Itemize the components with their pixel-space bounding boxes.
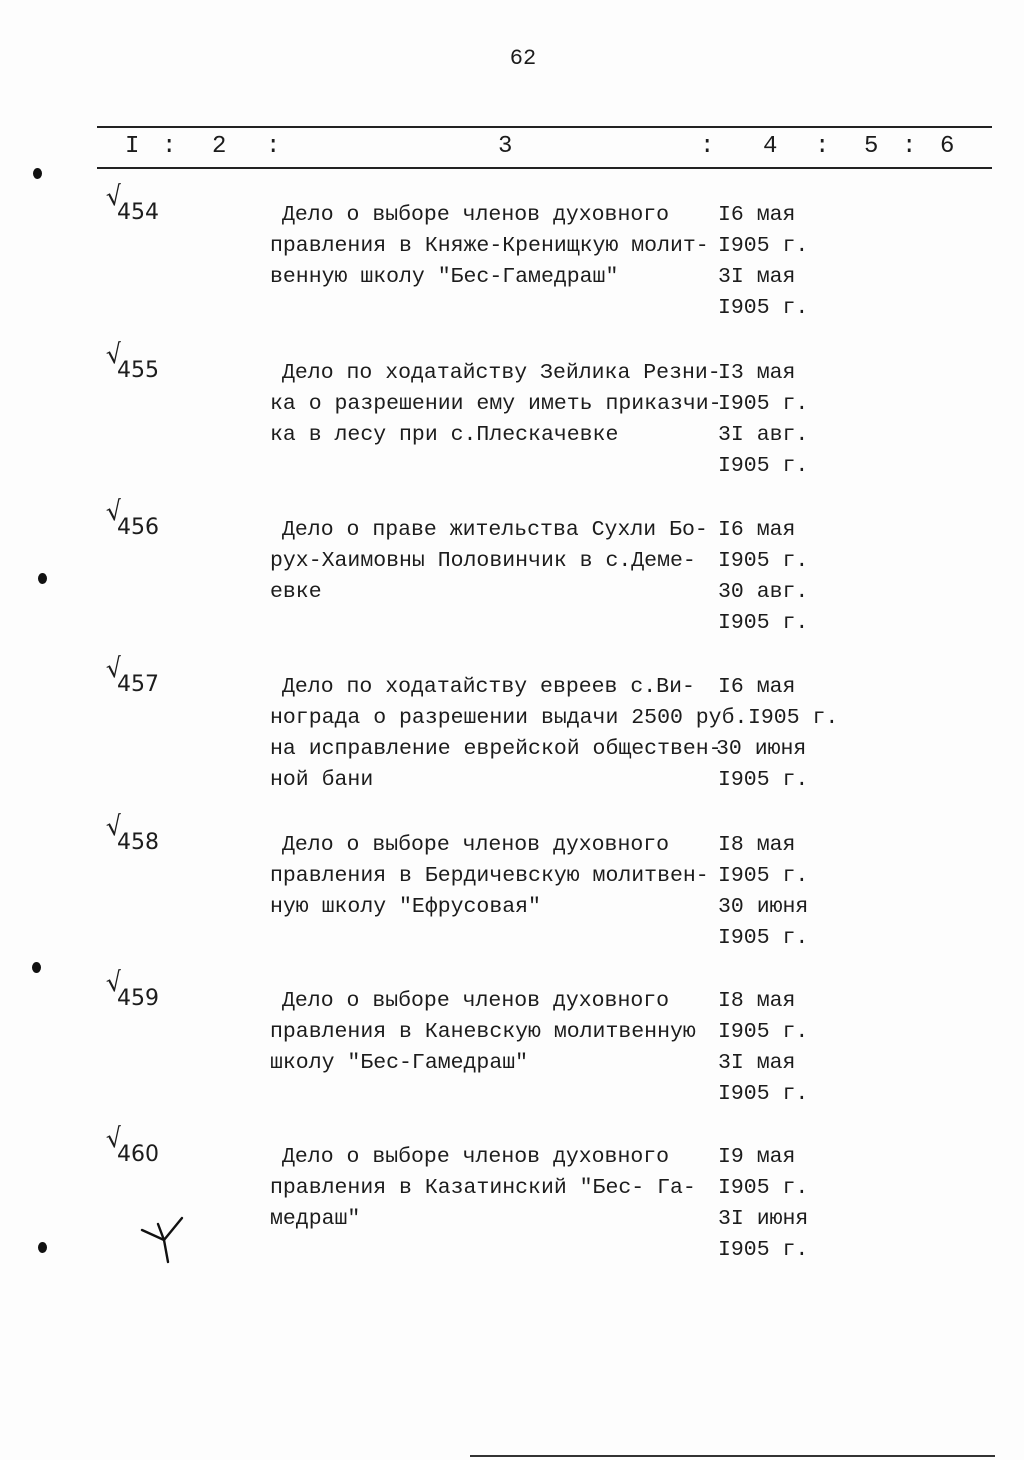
description-line: ка в лесу при с.Плескачевке	[270, 423, 619, 447]
date-line: I905 г.	[718, 549, 809, 573]
date-line: 3I мая	[718, 1051, 796, 1075]
entry-dates	[718, 830, 808, 954]
date-line: 3I мая	[718, 265, 796, 289]
date-line: I905 г.	[718, 454, 809, 478]
date-line: I6 мая	[718, 675, 796, 699]
entry-dates	[718, 672, 838, 796]
date-line: I905 г.	[718, 1020, 809, 1044]
column-separator: :	[266, 133, 281, 160]
binding-hole-icon	[32, 962, 41, 973]
entry-number: 460	[117, 1142, 159, 1167]
entry-number: 458	[117, 830, 159, 855]
check-mark-icon: √	[103, 338, 125, 372]
description-line: на исправление еврейской обществен-	[270, 737, 722, 761]
description-line: правления в Княже-Кренищкую молит-	[270, 234, 709, 258]
description-line: рух-Хаимовны Половинчик в с.Деме-	[270, 549, 696, 573]
description-line: медраш"	[270, 1207, 361, 1231]
date-line: I905 г.	[718, 1176, 809, 1200]
handwritten-mark-icon	[138, 1210, 194, 1266]
date-line: 3I июня	[718, 1207, 809, 1231]
description-line: Дело по ходатайству евреев с.Ви-	[282, 675, 695, 699]
entry-description	[270, 358, 722, 451]
entry-dates	[718, 986, 808, 1110]
binding-hole-icon	[33, 168, 42, 179]
description-line: евке	[270, 580, 322, 604]
entry-number: 459	[117, 986, 159, 1011]
page-number: 62	[509, 46, 537, 71]
entry-description	[270, 200, 709, 293]
description-line: правления в Казатинский "Бес- Га-	[270, 1176, 696, 1200]
date-line: 30 июня	[716, 737, 807, 761]
entry-description	[270, 515, 708, 608]
description-line: Дело о выборе членов духовного	[282, 833, 670, 857]
description-line: правления в Каневскую молитвенную	[270, 1020, 696, 1044]
archive-entry	[0, 338, 1024, 498]
archive-entry	[0, 652, 1024, 812]
date-line: I6 мая	[718, 203, 796, 227]
date-line: I905 г.	[718, 234, 809, 258]
footer-rule	[470, 1455, 995, 1457]
date-line: I9 мая	[718, 1145, 796, 1169]
check-mark-icon: √	[103, 652, 125, 686]
date-line: 30 авг.	[718, 580, 809, 604]
archive-entry	[0, 966, 1024, 1126]
description-line: ную школу "Ефрусовая"	[270, 895, 541, 919]
description-line: ка о разрешении ему иметь приказчи-	[270, 392, 722, 416]
description-line: Дело о праве жительства Сухли Бо-	[282, 518, 708, 542]
date-line: I905 г.	[718, 1238, 809, 1262]
date-line: I905 г.	[718, 768, 809, 792]
column-header-4: 4	[763, 133, 778, 160]
date-line: I905 г.	[718, 611, 809, 635]
date-line: 3I авг.	[718, 423, 809, 447]
date-line: 30 июня	[718, 895, 809, 919]
description-line: правления в Бердичевскую молитвен-	[270, 864, 709, 888]
entry-number: 457	[117, 672, 159, 697]
column-separator: :	[162, 133, 177, 160]
check-mark-icon: √	[103, 180, 125, 214]
entry-number: 455	[117, 358, 159, 383]
entry-description	[270, 1142, 696, 1235]
description-line: венную школу "Бес-Гамедраш"	[270, 265, 619, 289]
date-line: I3 мая	[718, 361, 796, 385]
entry-description	[270, 986, 696, 1079]
description-line: Дело о выборе членов духовного	[282, 1145, 670, 1169]
check-mark-icon: √	[103, 810, 125, 844]
column-separator: :	[902, 133, 917, 160]
entry-dates	[718, 1142, 808, 1266]
description-line: Дело о выборе членов духовного	[282, 989, 670, 1013]
archive-entry	[0, 180, 1024, 340]
check-mark-icon: √	[103, 495, 125, 529]
entry-description	[270, 672, 747, 796]
date-line: I8 мая	[718, 989, 796, 1013]
description-line: нограда о разрешении выдачи 2500 руб.	[270, 706, 748, 730]
entry-dates	[718, 200, 808, 324]
column-header-5: 5	[864, 133, 879, 160]
column-header-6: 6	[940, 133, 955, 160]
date-line: I905 г.	[718, 392, 809, 416]
binding-hole-icon	[38, 1242, 47, 1253]
header-top-rule	[97, 126, 992, 128]
header-bottom-rule	[97, 167, 992, 169]
date-line: I8 мая	[718, 833, 796, 857]
binding-hole-icon	[38, 573, 47, 584]
date-line: I905 г.	[748, 706, 839, 730]
date-line: I905 г.	[718, 296, 809, 320]
archive-entry	[0, 495, 1024, 655]
date-line: I6 мая	[718, 518, 796, 542]
check-mark-icon: √	[103, 966, 125, 1000]
description-line: Дело по ходатайству Зейлика Резни-	[282, 361, 721, 385]
date-line: I905 г.	[718, 926, 809, 950]
description-line: Дело о выборе членов духовного	[282, 203, 670, 227]
date-line: I905 г.	[718, 864, 809, 888]
description-line: ной бани	[270, 768, 374, 792]
column-header-2: 2	[212, 133, 227, 160]
entry-number: 456	[117, 515, 159, 540]
entry-dates	[718, 515, 808, 639]
entry-description	[270, 830, 709, 923]
column-header-3: 3	[498, 133, 513, 160]
check-mark-icon: √	[103, 1122, 125, 1156]
column-header-1: I	[125, 133, 140, 160]
entry-dates	[718, 358, 808, 482]
archive-entry	[0, 810, 1024, 970]
entry-number: 454	[117, 200, 159, 225]
column-separator: :	[815, 133, 830, 160]
date-line: I905 г.	[718, 1082, 809, 1106]
description-line: школу "Бес-Гамедраш"	[270, 1051, 529, 1075]
column-separator: :	[700, 133, 715, 160]
